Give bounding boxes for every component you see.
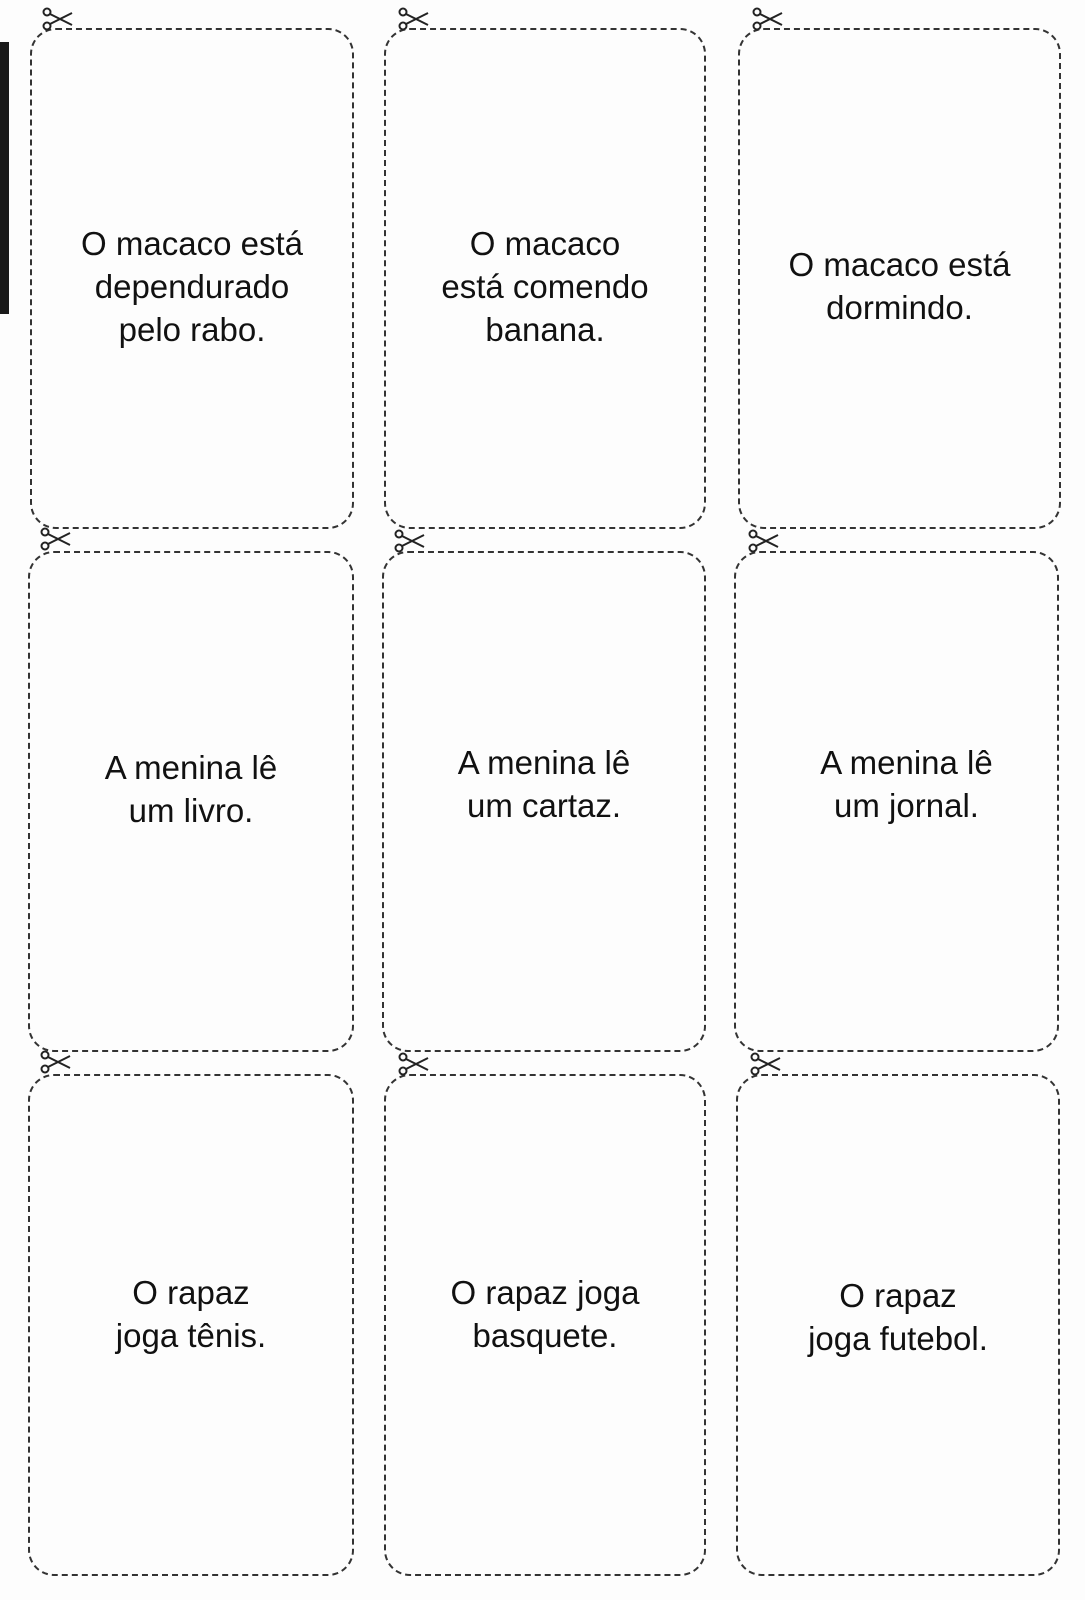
card-text: O rapaz joga futebol. — [808, 1277, 988, 1357]
card-text: O rapaz joga basquete. — [450, 1274, 640, 1354]
cut-card-9 — [736, 1074, 1060, 1576]
scissors-icon — [392, 528, 426, 554]
scissors-icon — [748, 1051, 782, 1077]
card-text: A menina lê um cartaz. — [457, 744, 631, 824]
cut-card-2 — [384, 28, 706, 529]
card-text: O macaco está dormindo. — [788, 246, 1011, 326]
cut-card-1 — [30, 28, 354, 529]
card-text: A menina lê um livro. — [104, 749, 278, 829]
scan-edge-strip — [0, 42, 9, 314]
scissors-icon — [750, 6, 784, 32]
scissors-icon — [40, 6, 74, 32]
card-text: O rapaz joga tênis. — [115, 1274, 267, 1354]
cut-card-5 — [382, 551, 706, 1052]
scissors-icon — [746, 528, 780, 554]
card-text: O macaco está comendo banana. — [441, 225, 649, 348]
scissors-icon — [396, 6, 430, 32]
cut-card-3 — [738, 28, 1061, 529]
scissors-icon — [396, 1051, 430, 1077]
cut-card-7 — [28, 1074, 354, 1576]
cut-card-6 — [734, 551, 1059, 1052]
card-text: O macaco está dependurado pelo rabo. — [81, 225, 303, 348]
cut-card-8 — [384, 1074, 706, 1576]
scissors-icon — [38, 1049, 72, 1075]
cut-card-4 — [28, 551, 354, 1052]
card-text: A menina lê um jornal. — [820, 744, 993, 824]
scissors-icon — [38, 526, 72, 552]
